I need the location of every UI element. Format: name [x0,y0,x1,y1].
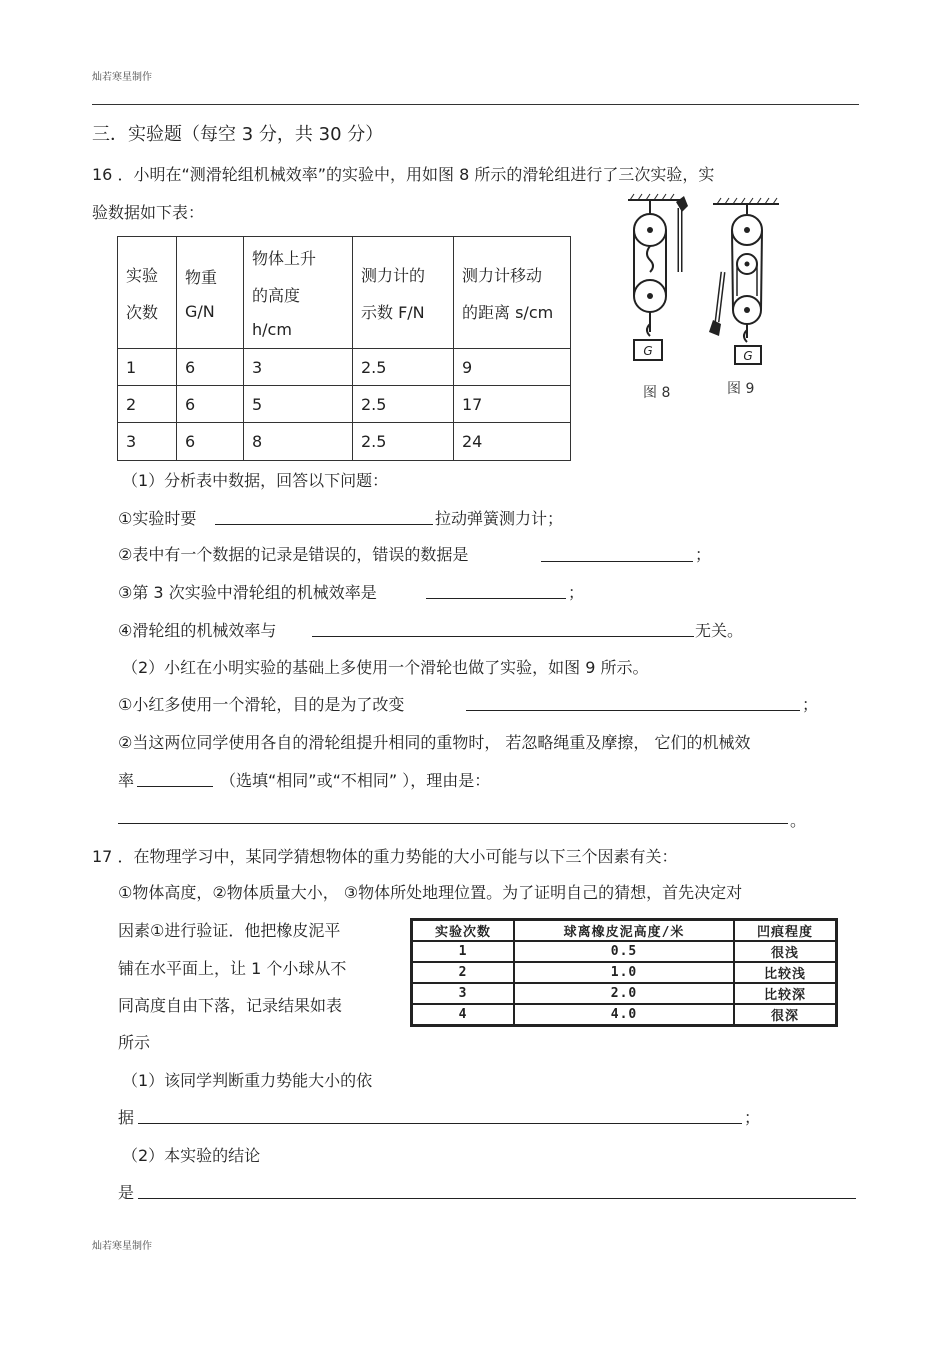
table-cell: 4.0 [514,1004,734,1026]
q16-part2-prompt: （2）小红在小明实验的基础上多使用一个滑轮也做了实验，如图 9 所示。 [122,658,649,677]
q16-1-3-suffix: ； [568,583,585,602]
table-cell: 8 [244,423,353,461]
figure-8-label: 图 8 [643,385,671,401]
answer-blank[interactable] [312,636,694,637]
table-cell: 2.5 [353,349,454,386]
table-cell: 很深 [734,1004,837,1026]
table-header-cell: 实验次数 [412,920,515,942]
q16-1-4-text: ④滑轮组的机械效率与 [118,621,277,640]
q16-data-table [117,236,571,461]
q16-line1: 16 ．小明在“测滑轮组机械效率”的实验中，用如图 8 所示的滑轮组进行了三次实验，实 [92,165,715,184]
table-cell: 1 [412,941,515,962]
q17-line3: 因素①进行验证．他把橡皮泥平 [118,921,341,940]
q17-part2-prompt: （2）本实验的结论 [122,1146,261,1165]
weight-label: G [643,344,653,358]
table-header-row [412,920,837,942]
table-cell: 6 [177,349,244,386]
answer-blank[interactable] [138,1198,856,1199]
table-cell: 4 [412,1004,515,1026]
table-cell: 24 [454,423,571,461]
pulley-figure-8 [620,192,700,370]
table-header-cell [177,237,244,349]
table-row [118,349,571,386]
q16-2-1-suffix: ； [802,695,819,714]
q17-line2: ①物体高度，②物体质量大小， ③物体所处地理位置。为了证明自己的猜想，首先决定对 [118,883,743,902]
table-header-row [118,237,571,349]
table-row [118,386,571,423]
q17-line4: 铺在水平面上，让 1 个小球从不 [118,959,347,978]
table-cell: 3 [412,983,515,1004]
q16-2-2-text: ②当这两位同学使用各自的滑轮组提升相同的重物时， 若忽略绳重及摩擦， 它们的机械效 [118,733,751,752]
header-line: G/N [185,301,215,321]
q16-1-1-text: ①实验时要 [118,509,197,528]
header-line: 物体上升 [252,249,317,268]
q17-line1: 17 ．在物理学习中，某同学猜想物体的重力势能的大小可能与以下三个因素有关： [92,847,678,866]
q16-1-1-suffix: 拉动弹簧测力计； [435,509,564,528]
table-cell: 很浅 [734,941,837,962]
table-cell: 9 [454,349,571,386]
header-line: 次数 [126,302,159,322]
q17-line5: 同高度自由下落，记录结果如表 [118,996,343,1015]
header-line: 实验 [126,265,159,285]
table-cell: 17 [454,386,571,423]
q17-part1-prefix: 据 [118,1108,135,1127]
header-line: 示数 F/N [361,302,425,322]
answer-blank[interactable] [426,598,566,599]
table-cell: 比较深 [734,983,837,1004]
table-cell: 3 [118,423,177,461]
table-cell: 2.5 [353,386,454,423]
table-cell: 2.0 [514,983,734,1004]
q16-1-2-suffix: ； [695,545,712,564]
answer-blank[interactable] [137,786,213,787]
header-rule [92,104,859,105]
table-cell: 比较浅 [734,962,837,983]
figure-9-label: 图 9 [727,381,755,397]
table-header-cell [244,237,353,349]
table-cell: 1 [118,349,177,386]
q16-2-3-text: （选填“相同”或“不相同” ），理由是： [220,771,491,790]
table-cell: 6 [177,423,244,461]
header-line: 测力计移动 [462,265,543,285]
answer-blank[interactable] [118,823,788,824]
table-cell: 3 [244,349,353,386]
table-header-cell: 球离橡皮泥高度/米 [514,920,734,942]
answer-blank[interactable] [541,561,693,562]
q17-line6: 所示 [118,1033,151,1052]
section-title: 三．实验题（每空 3 分，共 30 分） [92,124,384,145]
table-header-cell: 凹痕程度 [734,920,837,942]
table-row [118,423,571,461]
header-line: 测力计的 [361,265,426,285]
q16-part1-prompt: （1）分析表中数据，回答以下问题： [122,471,389,490]
table-header-cell [353,237,454,349]
table-cell: 2.5 [353,423,454,461]
q17-part1-prompt: （1）该同学判断重力势能大小的依 [122,1071,373,1090]
q16-1-2-text: ②表中有一个数据的记录是错误的，错误的数据是 [118,545,469,564]
answer-blank[interactable] [215,524,433,525]
q16-line2: 验数据如下表： [92,203,205,222]
weight-label: G [743,349,753,363]
q17-data-table [410,918,838,1027]
table-row [412,962,837,983]
pulley-figure-9 [705,196,783,368]
header-line: 物重 [185,267,218,287]
q16-1-3-text: ③第 3 次实验中滑轮组的机械效率是 [118,583,377,602]
table-cell: 2 [118,386,177,423]
table-cell: 1.0 [514,962,734,983]
table-row [412,983,837,1004]
q16-2-4-suffix: 。 [790,811,807,830]
header-text: 灿若寒星制作 [92,72,152,83]
table-cell: 5 [244,386,353,423]
table-row [412,1004,837,1026]
header-line: h/cm [252,320,292,339]
table-cell: 2 [412,962,515,983]
table-header-cell [454,237,571,349]
q17-part1-suffix: ； [744,1108,761,1127]
table-header-cell [118,237,177,349]
q16-2-3-prefix: 率 [118,771,135,790]
q16-1-4-suffix: 无关。 [695,621,744,640]
q16-2-1-text: ①小红多使用一个滑轮，目的是为了改变 [118,695,405,714]
header-line: 的距离 s/cm [462,302,554,322]
answer-blank[interactable] [466,710,800,711]
footer-text: 灿若寒星制作 [92,1241,152,1252]
answer-blank[interactable] [138,1123,742,1124]
table-cell: 6 [177,386,244,423]
q17-part2-prefix: 是 [118,1183,135,1202]
table-row [412,941,837,962]
table-cell: 0.5 [514,941,734,962]
header-line: 的高度 [252,286,301,305]
